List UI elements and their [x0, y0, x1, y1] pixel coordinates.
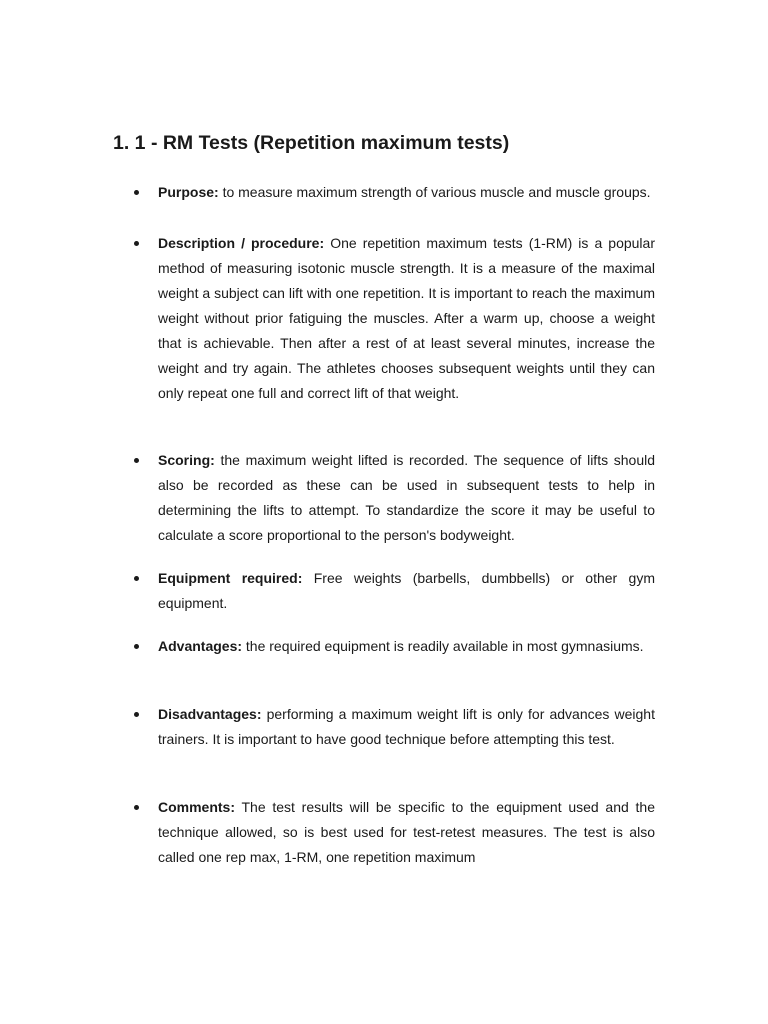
item-text — [158, 180, 655, 205]
item-text — [158, 231, 655, 406]
item-label: Description / procedure: — [158, 235, 325, 251]
section-title: 1. 1 - RM Tests (Repetition maximum tests) — [113, 132, 510, 154]
item-label: Scoring: — [158, 452, 215, 468]
list-item-disadvantages — [0, 702, 655, 752]
item-body: The test results will be specific to the equipment used and the technique allowed, so is best used for test-retest measures. The test is also called one rep max, 1-RM, one repetition maximum — [158, 799, 655, 865]
list-item-comments — [0, 795, 655, 870]
item-label: Comments: — [158, 799, 236, 815]
list-item-scoring — [0, 448, 655, 548]
item-text — [158, 566, 655, 616]
item-label: Advantages: — [158, 638, 243, 654]
bullet-icon — [134, 458, 139, 463]
item-body: the maximum weight lifted is recorded. The sequence of lifts should also be recorded as these can be used in subsequent tests to help in determining the lifts to attempt. To standardize the score it may be useful to calculate a score proportional to the person's bodyweight. — [158, 452, 655, 543]
bullet-icon — [134, 190, 139, 195]
bullet-icon — [134, 241, 139, 246]
item-body: One repetition maximum tests (1-RM) is a popular method of measuring isotonic muscle strength. It is a measure of the maximal weight a subject can lift with one repetition. It is important to reach the maximum weight without prior fatiguing the muscles. After a warm up, choose a weight that is achievable. Then after a rest of at least several minutes, increase the weight and try again. The athletes chooses subsequent weights until they can only repeat one full and correct lift of that weight. — [158, 235, 655, 401]
item-body: Free weights (barbells, dumbbells) or other gym equipment. — [158, 570, 655, 611]
item-text — [158, 702, 655, 752]
bullet-icon — [134, 644, 139, 649]
bullet-icon — [134, 805, 139, 810]
item-text — [158, 448, 655, 548]
item-label: Purpose: — [158, 184, 219, 200]
item-body: performing a maximum weight lift is only for advances weight trainers. It is important to have good technique before attempting this test. — [158, 706, 655, 747]
list-item-equipment — [0, 566, 655, 616]
item-label: Disadvantages: — [158, 706, 262, 722]
item-body: the required equipment is readily available in most gymnasiums. — [242, 638, 644, 654]
list-item-description — [0, 231, 655, 406]
item-text — [158, 795, 655, 870]
bullet-icon — [134, 576, 139, 581]
list-item-purpose — [0, 180, 655, 205]
item-label: Equipment required: — [158, 570, 303, 586]
item-text — [158, 634, 655, 659]
list-item-advantages — [0, 634, 655, 659]
item-body: to measure maximum strength of various muscle and muscle groups. — [218, 184, 651, 200]
bullet-icon — [134, 712, 139, 717]
